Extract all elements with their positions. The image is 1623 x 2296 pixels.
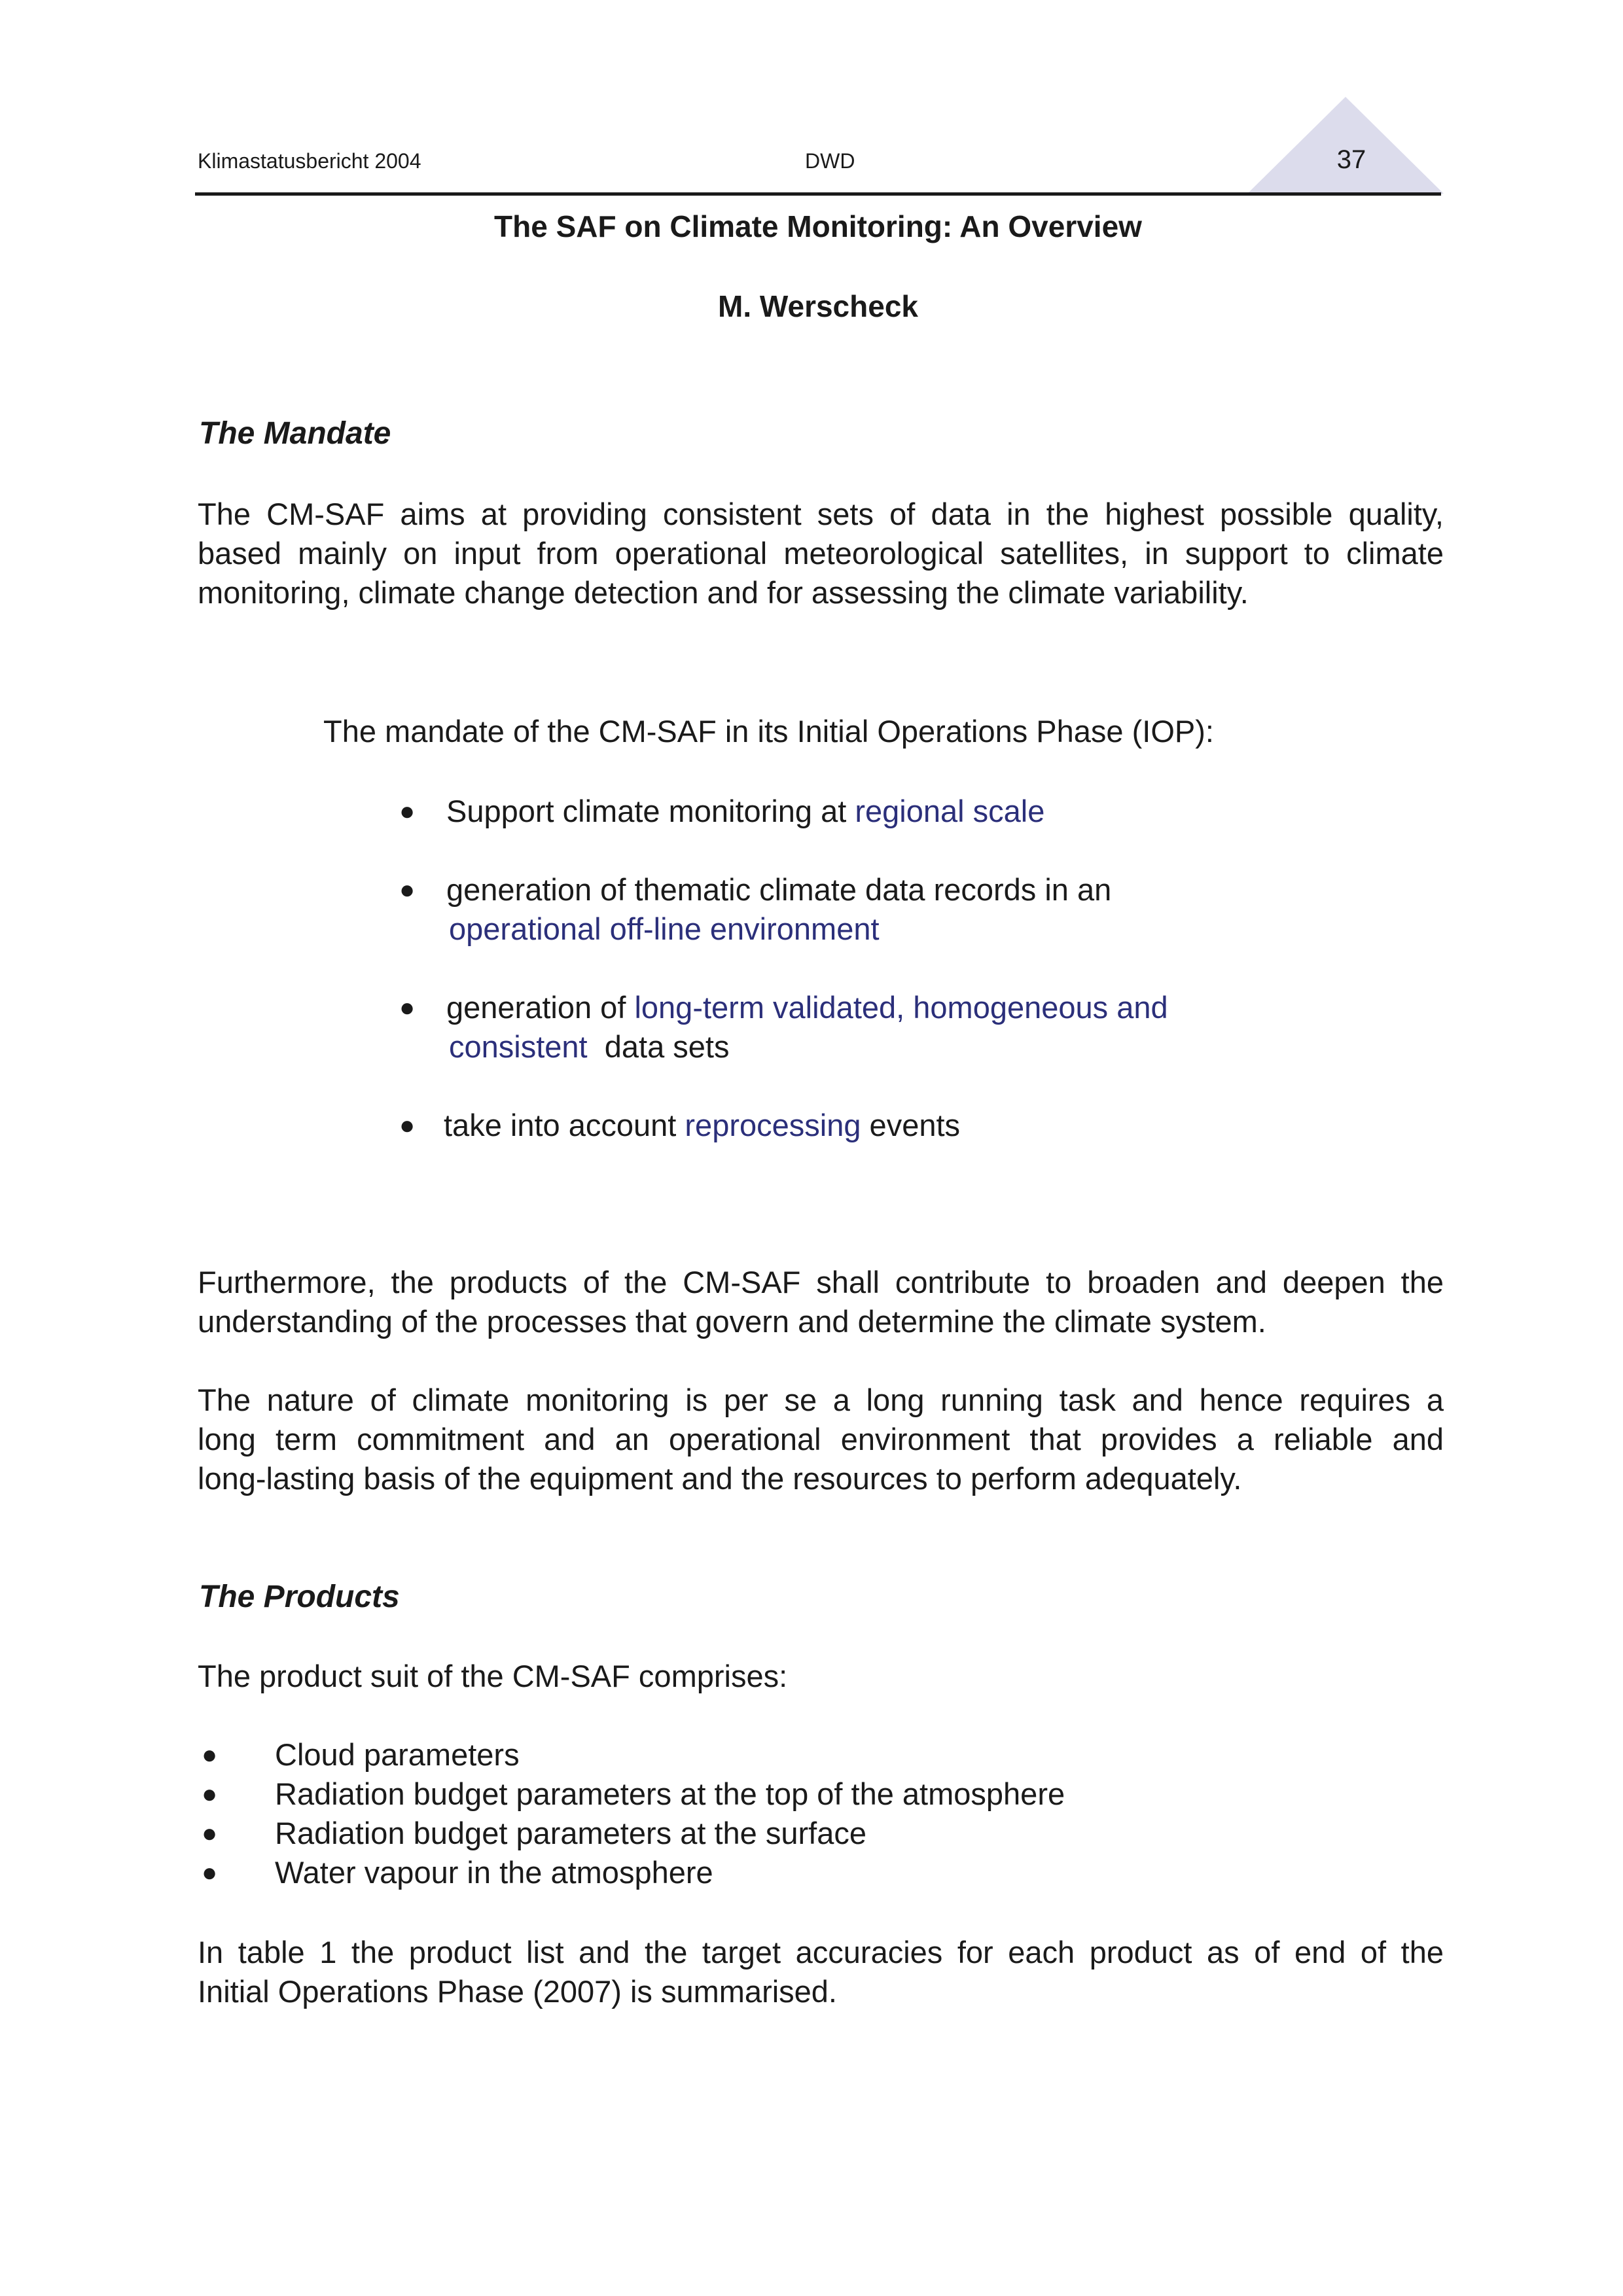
product-item: Radiation budget parameters at the top of the atmosphere — [275, 1776, 1065, 1811]
bullet-text: events — [861, 1108, 961, 1142]
nature-paragraph — [198, 1381, 1444, 1498]
document-title: The SAF on Climate Monitoring: An Overview — [494, 209, 1142, 243]
page-number: 37 — [1336, 145, 1366, 174]
paragraph-line: Furthermore, the products of the CM-SAF shall contribute to broaden and deepen the — [198, 1265, 1444, 1299]
paragraph-line: In table 1 the product list and the target accuracies for each product as of end of the — [198, 1935, 1444, 1969]
header-rule — [195, 192, 1441, 196]
document-author: M. Werscheck — [718, 289, 918, 323]
mandate-bullet-2 — [446, 870, 1111, 910]
mandate-bullet-3 — [446, 988, 1168, 1027]
closing-paragraph — [198, 1933, 1444, 2011]
product-item: Radiation budget parameters at the surface — [275, 1816, 866, 1850]
bullet-text: generation of thematic climate data records in an — [446, 872, 1112, 907]
bullet-dot: ● — [202, 1740, 218, 1769]
bullet-dot: ● — [202, 1819, 218, 1848]
bullet-highlight: consistent — [449, 1029, 588, 1064]
bullet-highlight: operational off-line environment — [449, 911, 880, 946]
bullet-highlight: long-term validated, homogeneous and — [634, 990, 1168, 1025]
mandate-bullet-3-line2 — [449, 1027, 729, 1067]
furthermore-paragraph — [198, 1263, 1444, 1341]
mandate-line: based mainly on input from operational meteorological satellites, in support to climate — [198, 536, 1444, 571]
product-item: Cloud parameters — [275, 1737, 520, 1772]
paragraph-line: The nature of climate monitoring is per se a long running task and hence requires a — [198, 1383, 1444, 1417]
bullet-dot: ● — [399, 993, 416, 1022]
bullet-dot: ● — [399, 1111, 416, 1140]
bullet-highlight: reprocessing — [685, 1108, 861, 1142]
paragraph-line: long term commitment and an operational environment that provides a reliable and — [198, 1422, 1444, 1457]
mandate-bullet-1 — [446, 792, 1044, 831]
paragraph-line: long-lasting basis of the equipment and the resources to perform adequately. — [198, 1461, 1242, 1496]
running-header-left: Klimastatusbericht 2004 — [198, 149, 421, 173]
section-heading-products: The Products — [199, 1580, 400, 1614]
bullet-dot: ● — [399, 875, 416, 904]
product-item: Water vapour in the atmosphere — [275, 1855, 713, 1890]
running-header-center: DWD — [805, 149, 855, 173]
bullet-dot: ● — [399, 797, 416, 826]
bullet-text: take into account — [444, 1108, 685, 1142]
products-intro: The product suit of the CM-SAF comprises: — [198, 1659, 788, 1693]
paragraph-line: understanding of the processes that govern and determine the climate system. — [198, 1304, 1266, 1339]
bullet-dot: ● — [202, 1858, 218, 1887]
bullet-dot: ● — [202, 1780, 218, 1809]
mandate-bullet-4 — [444, 1106, 960, 1145]
mandate-line: monitoring, climate change detection and for assessing the climate variability. — [198, 575, 1249, 610]
bullet-text: generation of — [446, 990, 635, 1025]
section-heading-mandate: The Mandate — [199, 416, 391, 451]
bullet-highlight: regional scale — [855, 794, 1045, 828]
paragraph-line: Initial Operations Phase (2007) is summarised. — [198, 1974, 837, 2009]
bullet-text: Support climate monitoring at — [446, 794, 855, 828]
mandate-paragraph — [198, 495, 1444, 612]
mandate-line: The CM-SAF aims at providing consistent sets of data in the highest possible quality, — [198, 497, 1444, 531]
bullet-text: data sets — [587, 1029, 730, 1064]
iop-intro: The mandate of the CM-SAF in its Initial Operations Phase (IOP): — [323, 714, 1214, 749]
